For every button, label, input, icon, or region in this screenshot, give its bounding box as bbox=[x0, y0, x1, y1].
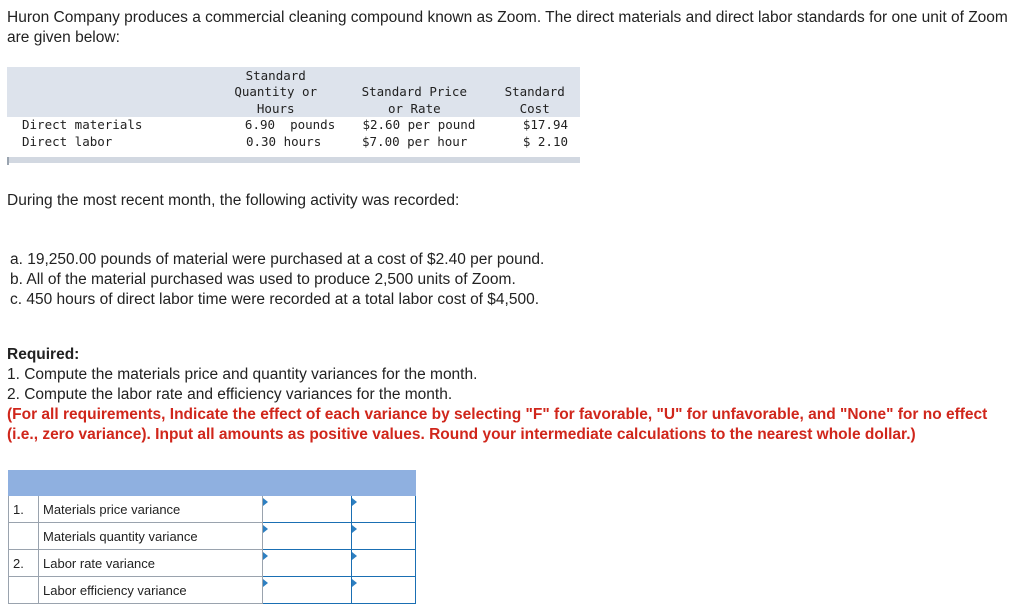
required-instructions: (For all requirements, Indicate the effect of each variance by selecting "F" for favorable, "U" for unfavorable, and "None" for no effect (i.e., zero variance). Input all amounts as positive values. Round your intermediate calculations to the nearest whole dollar.) bbox=[7, 406, 988, 443]
answer-row-labor-rate: 2. Labor rate variance bbox=[9, 550, 416, 577]
standards-row-materials: Direct materials 6.90 pounds $2.60 per pound $17.94 bbox=[22, 117, 568, 132]
activity-item-c: c. 450 hours of direct labor time were recorded at a total labor cost of $4,500. bbox=[10, 291, 540, 308]
dropdown-marker-icon bbox=[352, 498, 357, 506]
labor-efficiency-amount-input[interactable] bbox=[263, 577, 352, 604]
labor-rate-amount-field[interactable] bbox=[263, 550, 355, 576]
standards-row-labor: Direct labor 0.30 hours $7.00 per hour $ 2.10 bbox=[22, 133, 568, 149]
answer-row-materials-quantity: Materials quantity variance bbox=[9, 523, 416, 550]
input-marker-icon bbox=[263, 525, 268, 533]
labor-efficiency-amount-field[interactable] bbox=[263, 577, 355, 603]
labor-efficiency-effect-select[interactable] bbox=[352, 577, 416, 604]
dropdown-marker-icon bbox=[352, 525, 357, 533]
standards-footer-marker bbox=[7, 157, 9, 165]
activity-lead: During the most recent month, the following activity was recorded: bbox=[7, 192, 460, 209]
standards-footer-band bbox=[7, 157, 580, 163]
labor-rate-effect-select[interactable] bbox=[352, 550, 416, 577]
materials-quantity-amount-input[interactable] bbox=[263, 523, 352, 550]
header-standard-quantity: Standard Quantity or Hours bbox=[234, 67, 318, 116]
activity-item-b: b. All of the material purchased was used to produce 2,500 units of Zoom. bbox=[10, 271, 516, 288]
answer-table-header bbox=[9, 471, 416, 496]
answer-table bbox=[8, 470, 416, 604]
answer-row-labor-efficiency: Labor efficiency variance bbox=[9, 577, 416, 604]
dropdown-marker-icon bbox=[352, 552, 357, 560]
input-marker-icon bbox=[263, 498, 268, 506]
problem-intro: Huron Company produces a commercial cleaning compound known as Zoom. The direct materials and direct labor standards for one unit of Zoom are given below: bbox=[7, 9, 1008, 46]
input-marker-icon bbox=[263, 552, 268, 560]
activity-list bbox=[10, 250, 544, 310]
header-standard-cost: Standard Cost bbox=[504, 84, 565, 116]
labor-rate-amount-input[interactable] bbox=[263, 550, 352, 577]
required-section bbox=[7, 345, 1019, 445]
materials-price-effect-select[interactable] bbox=[352, 496, 416, 523]
answer-row-materials-price: 1. Materials price variance bbox=[9, 496, 416, 523]
materials-price-amount-input[interactable] bbox=[263, 496, 352, 523]
required-item-2: 2. Compute the labor rate and efficiency variances for the month. bbox=[7, 386, 453, 403]
materials-quantity-amount-field[interactable] bbox=[263, 523, 355, 549]
input-marker-icon bbox=[263, 579, 268, 587]
required-item-1: 1. Compute the materials price and quantity variances for the month. bbox=[7, 366, 478, 383]
header-standard-price: Standard Price or Rate bbox=[361, 84, 467, 116]
activity-item-a: a. 19,250.00 pounds of material were purchased at a cost of $2.40 per pound. bbox=[10, 251, 545, 268]
materials-price-amount-field[interactable] bbox=[263, 496, 355, 522]
standards-table bbox=[7, 67, 580, 150]
required-heading: Required: bbox=[7, 346, 80, 363]
materials-quantity-effect-select[interactable] bbox=[352, 523, 416, 550]
dropdown-marker-icon bbox=[352, 579, 357, 587]
